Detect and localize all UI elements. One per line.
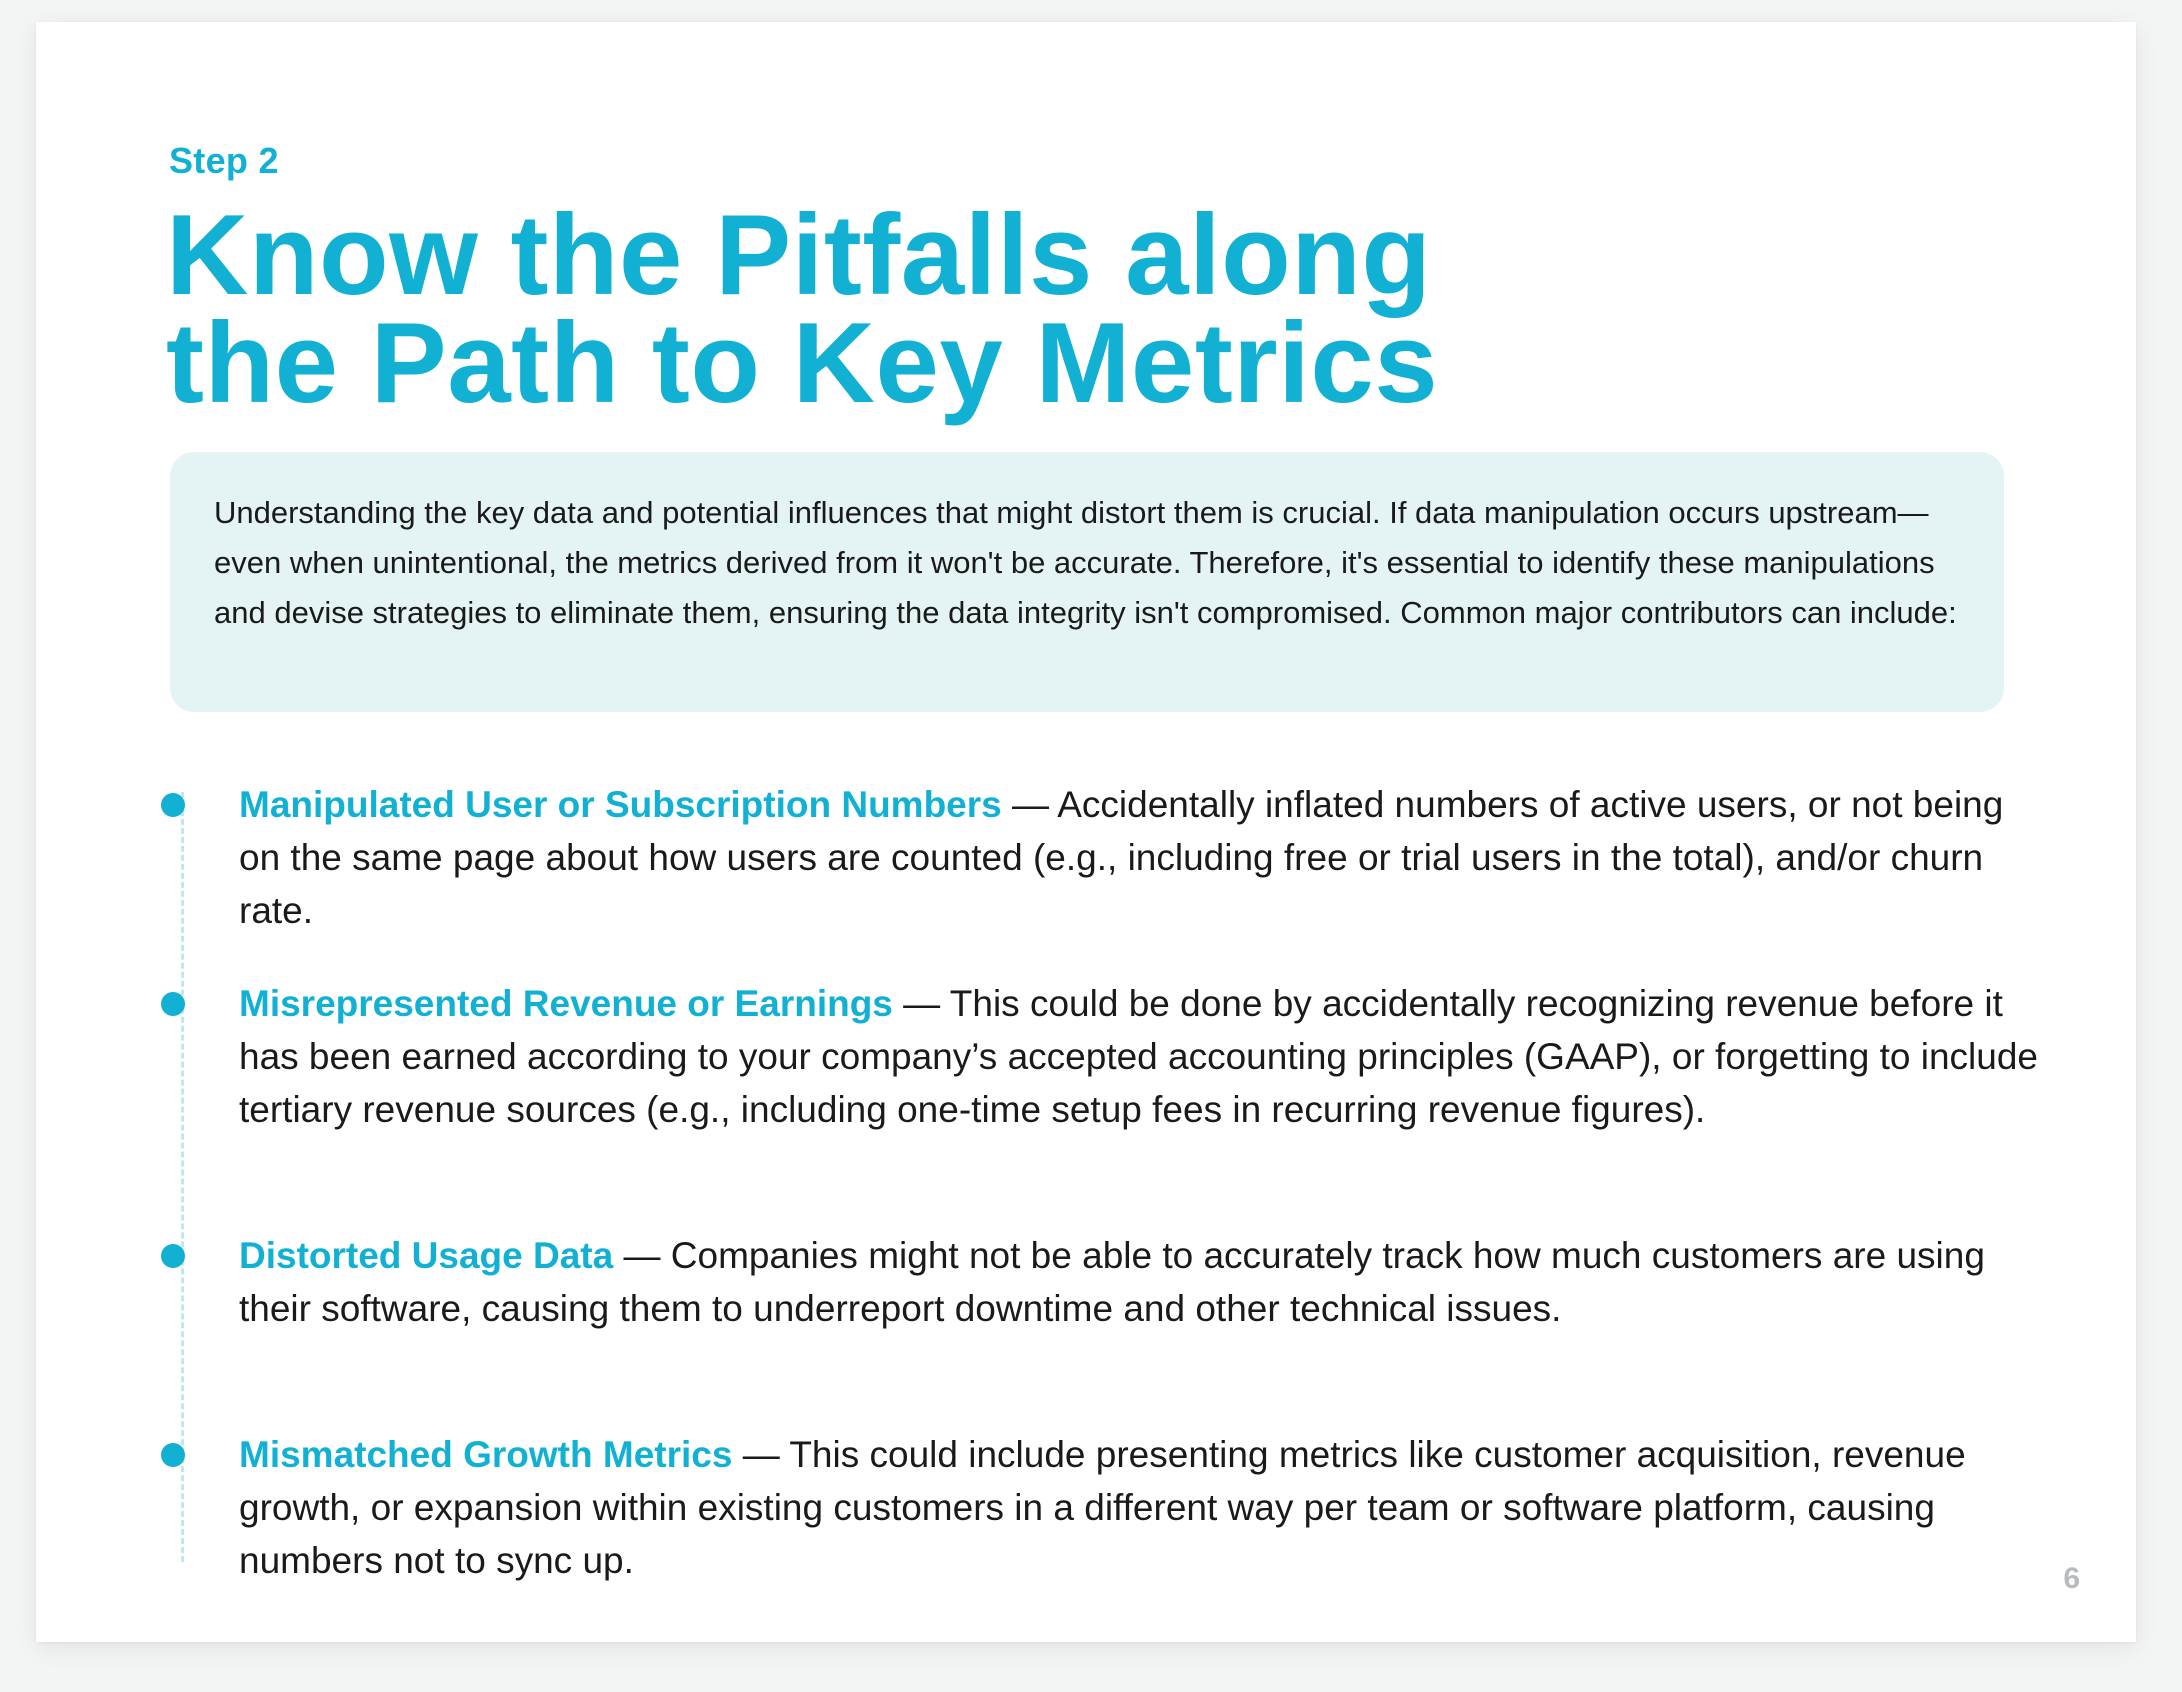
pitfall-item [239, 1428, 2039, 1587]
bullet-dot-icon [161, 1244, 185, 1268]
pitfall-term: Mismatched Growth Metrics [239, 1434, 733, 1475]
pitfall-term: Misrepresented Revenue or Earnings [239, 983, 893, 1024]
pitfall-item [239, 977, 2039, 1136]
pitfall-list [36, 22, 2136, 1642]
pitfall-item [239, 778, 2039, 937]
document-page [36, 22, 2136, 1642]
bullet-dot-icon [161, 992, 185, 1016]
pitfall-term: Distorted Usage Data [239, 1235, 614, 1276]
intro-text: Understanding the key data and potential influences that might distort them is crucial. If data manipulation occurs upstream—even when unintentional, the metrics derived from it won't be accurate. Therefore, it's essential to identify these manipulations and devise strategies to eliminate them, ensuring the data integrity isn't compromised. Common major contributors can include: [214, 495, 1957, 630]
step-label: Step 2 [169, 140, 279, 181]
page-title-line-2: the Path to Key Metrics [166, 300, 1439, 427]
pitfall-description: — This could be done by accidentally recognizing revenue before it has been earned according to your company’s accepted accounting principles (GAAP), or forgetting to include tertiary revenue sources (e.g., including one-time setup fees in recurring revenue figures). [239, 983, 2038, 1130]
page-title-line-1: Know the Pitfalls along [166, 192, 1432, 319]
bullet-dot-icon [161, 1443, 185, 1467]
bullet-dot-icon [161, 793, 185, 817]
page-number: 6 [2063, 1562, 2080, 1595]
pitfall-item [239, 1229, 2039, 1335]
pitfall-description: — Companies might not be able to accurately track how much customers are using their software, causing them to underreport downtime and other technical issues. [239, 1235, 1985, 1329]
pitfall-description: — This could include presenting metrics like customer acquisition, revenue growth, or expansion within existing customers in a different way per team or software platform, causing numbers not to sync up. [239, 1434, 1966, 1581]
pitfall-term: Manipulated User or Subscription Numbers [239, 784, 1002, 825]
pitfall-description: — Accidentally inflated numbers of active users, or not being on the same page about how users are counted (e.g., including free or trial users in the total), and/or churn rate. [239, 784, 2004, 931]
